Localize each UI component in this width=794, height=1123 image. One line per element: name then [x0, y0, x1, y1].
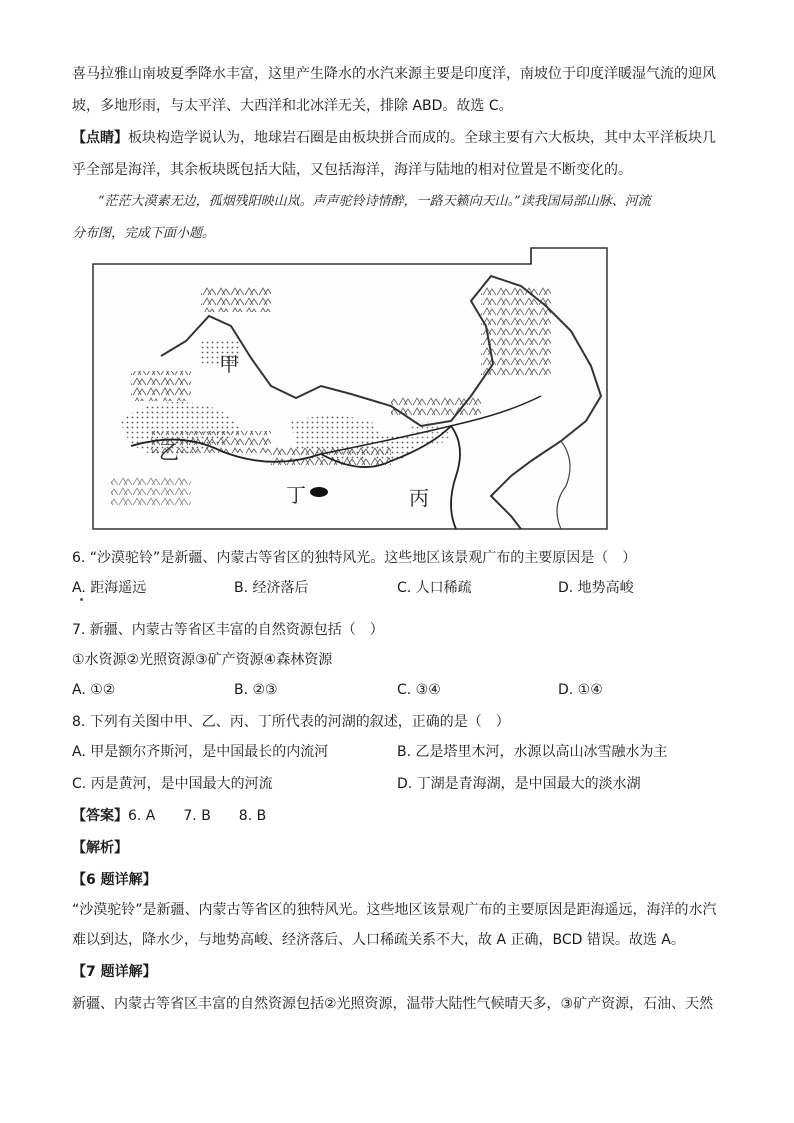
q7-stem: 7. 新疆、内蒙古等省区丰富的自然资源包括（ ）: [72, 622, 384, 638]
answer-line: [72, 806, 266, 826]
dianjing-label: 【点睛】: [72, 130, 128, 146]
intro-line-1: 喜马拉雅山南坡夏季降水丰富，这里产生降水的水汽来源主要是印度洋，南坡位于印度洋暖湿气流的迎风: [72, 66, 716, 82]
poem-line-1: “茫茫大漠素无边，孤烟残阳映山岚。声声驼铃诗情醉，一路天籁向天山。”读我国局部山脉、河流: [98, 194, 651, 209]
q6-stem: 6. “沙漠驼铃”是新疆、内蒙古等省区的独特风光。这些地区该景观广布的主要原因是（ ）: [72, 550, 637, 566]
answer-text: 6. A 7. B 8. B: [128, 808, 267, 824]
d7-line-1: 新疆、内蒙古等省区丰富的自然资源包括②光照资源，温带大陆性气候晴天多，③矿产资源，石油、天然: [72, 996, 714, 1012]
analysis-label: 【解析】: [72, 840, 128, 856]
map-drawing: [91, 246, 609, 531]
q8-option-b: B. 乙是塔里木河，水源以高山冰雪融水为主: [397, 744, 668, 760]
q6-option-c: C. 人口稀疏: [397, 580, 472, 596]
q7-option-d: D. ①④: [558, 682, 603, 698]
d6-line-2: 难以到达，降水少，与地势高峻、经济落后、人口稀疏关系不大，故 A 正确，BCD 错误。故选 A。: [72, 932, 685, 948]
map-label-ding: 丁: [286, 483, 306, 507]
d6-label: 【6 题详解】: [72, 872, 157, 888]
q6-option-b: B. 经济落后: [234, 580, 309, 596]
poem-line-2: 分布图，完成下面小题。: [72, 226, 216, 241]
q7-option-b: B. ②③: [234, 682, 278, 698]
q6-option-a: A. 距海遥远: [72, 580, 147, 596]
map-figure: [91, 246, 609, 531]
dianjing-paragraph: [72, 128, 716, 148]
d6-line-1: “沙漠驼铃”是新疆、内蒙古等省区的独特风光。这些地区该景观广布的主要原因是距海遥远，海洋的水汽: [72, 902, 717, 918]
map-label-bing: 丙: [409, 486, 429, 510]
intro-line-2: 坡，多地形雨，与太平洋、大西洋和北冰洋无关，排除 ABD。故选 C。: [72, 98, 513, 114]
q7-items: ①水资源②光照资源③矿产资源④森林资源: [72, 652, 333, 668]
map-label-jia: 甲: [219, 352, 239, 376]
q8-option-d: D. 丁湖是青海湖，是中国最大的淡水湖: [397, 776, 641, 792]
dianjing-line-2: 乎全部是海洋，其余板块既包括大陆，又包括海洋，海洋与陆地的相对位置是不断变化的。: [72, 162, 632, 178]
q8-option-c: C. 丙是黄河，是中国最大的河流: [72, 776, 273, 792]
q7-option-c: C. ③④: [397, 682, 441, 698]
answer-label: 【答案】: [72, 808, 128, 824]
map-label-yi: 乙: [159, 440, 179, 464]
q7-option-a: A. ①②: [72, 682, 116, 698]
dianjing-text-1: 板块构造学说认为，地球岩石圈是由板块拼合而成的。全球主要有六大板块，其中太平洋板块几: [128, 130, 716, 146]
q8-stem: 8. 下列有关图中甲、乙、丙、丁所代表的河湖的叙述，正确的是（ ）: [72, 714, 510, 730]
q6-option-d: D. 地势高峻: [558, 580, 634, 596]
stray-dot: [80, 598, 83, 601]
d7-label: 【7 题详解】: [72, 964, 157, 980]
q8-option-a: A. 甲是额尔齐斯河，是中国最长的内流河: [72, 744, 329, 760]
